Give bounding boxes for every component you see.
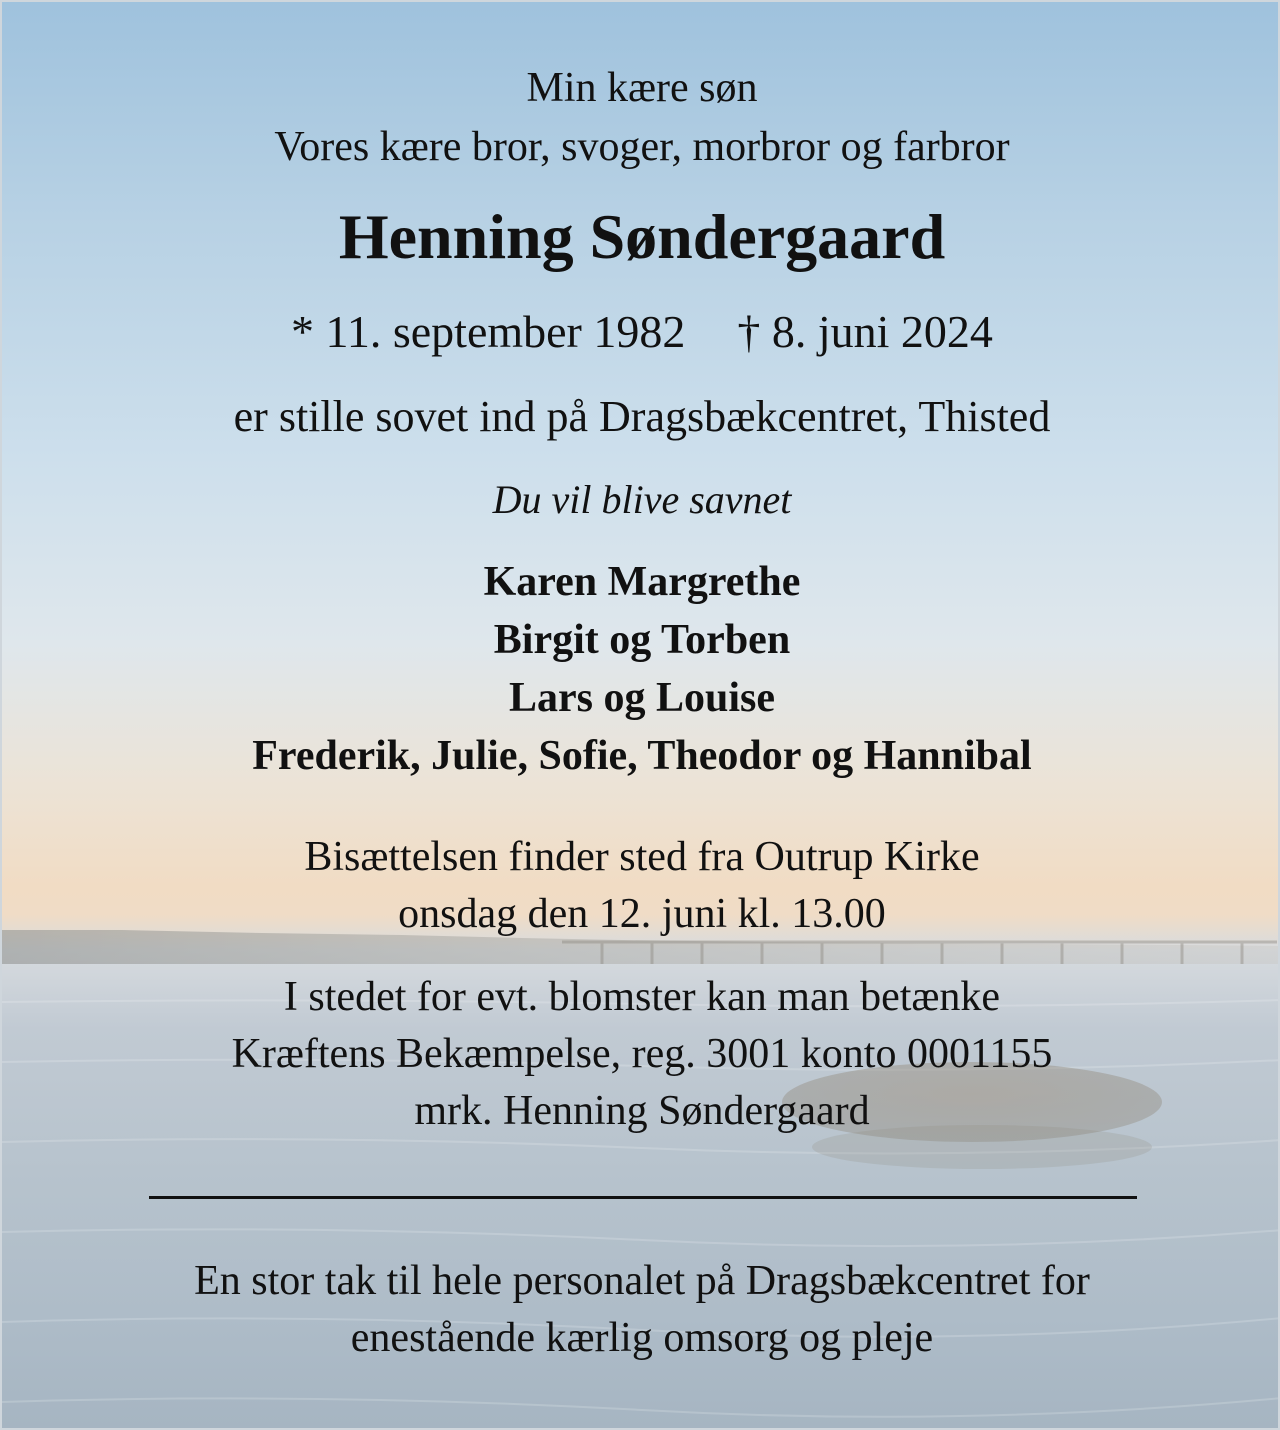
intro-line-1: Min kære søn [526, 65, 758, 111]
life-dates [2, 304, 1280, 360]
family-member: Frederik, Julie, Sofie, Theodor og Hannibal [252, 733, 1032, 779]
donation-line-3: mrk. Henning Søndergaard [414, 1088, 870, 1134]
divider [149, 1196, 1137, 1199]
birth-date: * 11. september 1982 [291, 306, 686, 357]
thanks-line-1: En stor tak til hele personalet på Dragsbækcentret for [194, 1258, 1090, 1304]
place-of-death: er stille sovet ind på Dragsbækcentret, Thisted [233, 392, 1051, 441]
death-date: † 8. juni 2024 [737, 306, 993, 357]
deceased-name: Henning Søndergaard [338, 201, 946, 272]
intro-line-2: Vores kære bror, svoger, morbror og farbror [274, 124, 1010, 170]
motto: Du vil blive savnet [492, 477, 792, 522]
thanks-line-2: enestående kærlig omsorg og pleje [350, 1315, 934, 1361]
family-member: Birgit og Torben [493, 617, 791, 663]
donation-line-2: Kræftens Bekæmpelse, reg. 3001 konto 0001155 [231, 1031, 1053, 1077]
funeral-line-2: onsdag den 12. juni kl. 13.00 [398, 891, 886, 937]
funeral-line-1: Bisættelsen finder sted fra Outrup Kirke [304, 834, 980, 880]
family-member: Karen Margrethe [483, 559, 801, 605]
donation-line-1: I stedet for evt. blomster kan man betænke [283, 974, 1001, 1020]
family-member: Lars og Louise [508, 675, 776, 721]
